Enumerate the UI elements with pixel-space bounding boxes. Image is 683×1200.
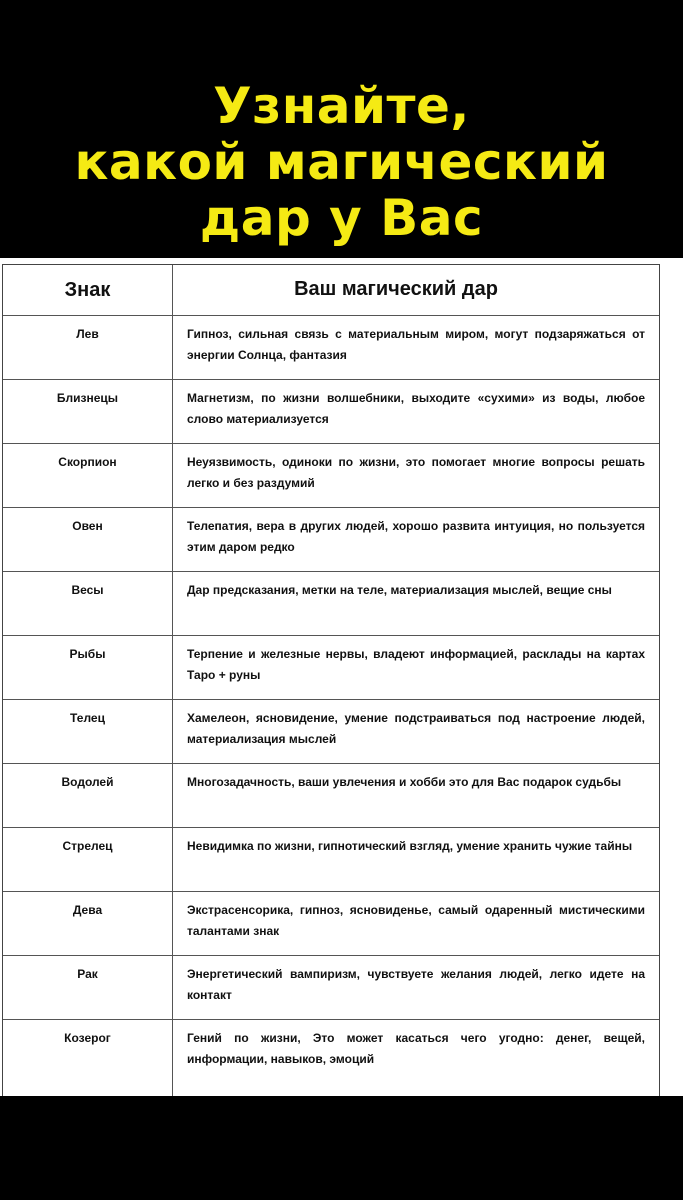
gift-cell: Энергетический вампиризм, чувствуете желания людей, легко идете на контакт xyxy=(187,967,645,1002)
gift-cell: Магнетизм, по жизни волшебники, выходите «сухими» из воды, любое слово материализуется xyxy=(187,391,645,426)
gift-cell: Невидимка по жизни, гипнотический взгляд, умение хранить чужие тайны xyxy=(187,839,633,853)
title-line-3: дар у Вас xyxy=(199,189,484,247)
table-header-row xyxy=(3,264,659,316)
gift-cell: Гипноз, сильная связь с материальным миром, могут подзаряжаться от энергии Солнца, фантазия xyxy=(187,327,645,362)
sign-cell: Козерог xyxy=(3,1020,173,1100)
sign-cell: Водолей xyxy=(3,764,173,827)
sign-cell: Близнецы xyxy=(3,380,173,443)
table-row xyxy=(3,380,659,444)
table-row xyxy=(3,444,659,508)
sign-cell: Скорпион xyxy=(3,444,173,507)
table-row xyxy=(3,636,659,700)
table-row xyxy=(3,828,659,892)
gift-cell: Терпение и железные нервы, владеют информацией, расклады на картах Таро + руны xyxy=(187,647,645,682)
table-row xyxy=(3,508,659,572)
gift-cell: Экстрасенсорика, гипноз, ясновиденье, самый одаренный мистическими талантами знак xyxy=(187,903,645,938)
sign-cell: Рыбы xyxy=(3,636,173,699)
table-row xyxy=(3,700,659,764)
bottom-band xyxy=(0,1096,683,1200)
header-gift: Ваш магический дар xyxy=(294,278,498,300)
sign-cell: Весы xyxy=(3,572,173,635)
gift-cell: Неуязвимость, одиноки по жизни, это помогает многие вопросы решать легко и без раздумий xyxy=(187,455,645,490)
page-title xyxy=(0,78,683,246)
sign-cell: Лев xyxy=(3,316,173,379)
sign-cell: Стрелец xyxy=(3,828,173,891)
gift-cell: Телепатия, вера в других людей, хорошо развита интуиция, но пользуется этим даром редко xyxy=(187,519,645,554)
sign-cell: Рак xyxy=(3,956,173,1019)
header-sign: Знак xyxy=(3,265,173,315)
gift-cell: Многозадачность, ваши увлечения и хобби это для Вас подарок судьбы xyxy=(187,775,622,789)
sign-cell: Овен xyxy=(3,508,173,571)
title-line-1: Узнайте, xyxy=(213,77,470,135)
title-line-2: какой магический xyxy=(74,133,609,191)
sign-cell: Телец xyxy=(3,700,173,763)
table-row xyxy=(3,1020,659,1100)
table-row xyxy=(3,572,659,636)
gift-cell: Гений по жизни, Это может касаться чего угодно: денег, вещей, информации, навыков, эмоций xyxy=(187,1031,645,1066)
sign-cell: Дева xyxy=(3,892,173,955)
table-row xyxy=(3,956,659,1020)
gift-cell: Дар предсказания, метки на теле, материализация мыслей, вещие сны xyxy=(187,583,612,597)
zodiac-gift-table xyxy=(2,264,660,1100)
table-row xyxy=(3,316,659,380)
table-row xyxy=(3,764,659,828)
gift-cell: Хамелеон, ясновидение, умение подстраиваться под настроение людей, материализация мыслей xyxy=(187,711,645,746)
table-sheet xyxy=(0,258,683,1096)
table-row xyxy=(3,892,659,956)
